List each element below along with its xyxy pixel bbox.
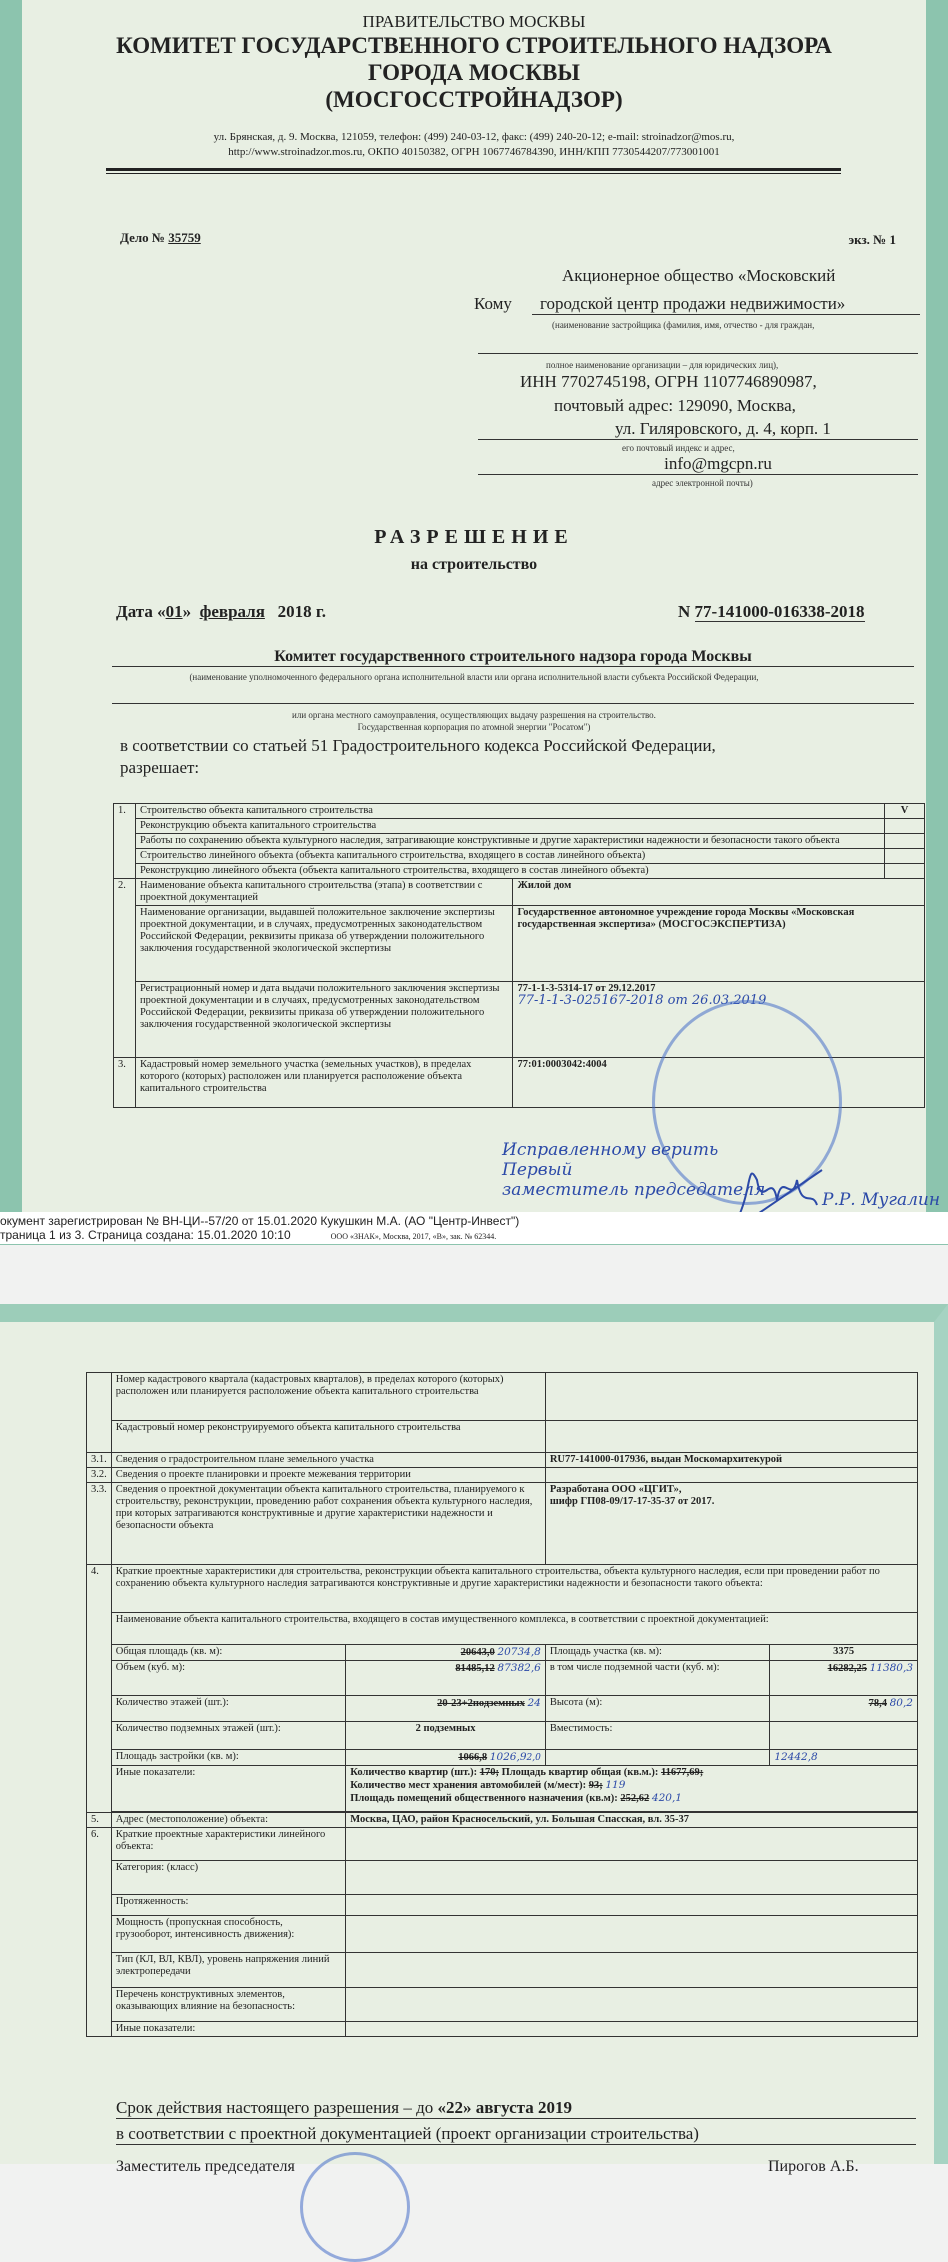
table-cell: 16282,25 11380,3 [770,1661,918,1696]
table-cell: Наименование объекта капитального строительства (этапа) в соответствии с проектной документацией [135,879,512,906]
validity-period: Срок действия настоящего разрешения – до «22» августа 2019 [116,2098,916,2119]
header-committee-city: ГОРОДА МОСКВЫ [368,60,580,85]
table-cell: Сведения о проекте планировки и проекте межевания территории [111,1468,545,1483]
table-cell: Общая площадь (кв. м): [111,1645,346,1661]
table-row [114,906,925,982]
signer-name: Пирогов А.Б. [768,2158,859,2175]
table-row [87,1453,918,1468]
table-cell [346,1895,918,1916]
document-subtitle: на строительство [410,556,538,573]
signature-note: Исправленному верить Первый заместитель председателя [502,1140,766,1200]
table-cell: 77:01:0003042:4004 [513,1058,925,1108]
table-cell: Краткие проектные характеристики для строительства, реконструкции объекта капитального строительства, объекта культурного наследия, если при проведении работ по сохранению объекта культурного наследия затрагиваются конструктивные и другие характеристики надежности и безопасности такого объекта: [111,1565,917,1613]
table-cell: Кадастровый номер земельного участка (земельных участков), в пределах которого (которых) расположен или планируется расположение объекта капитального строительства [135,1058,512,1108]
table-cell: 3.3. [87,1483,112,1565]
recipient-caption3: его почтовый индекс и адрес, [622,443,735,453]
table-cell: Кадастровый номер реконструируемого объекта капитального строительства [111,1421,545,1453]
recipient-inn: ИНН 7702745198, ОГРН 1107746890987, [520,372,817,391]
signer-title: Заместитель председателя [116,2158,295,2175]
table-cell: Наименование объекта капитального строительства, входящего в состав имущественного комплекса, в соответствии с проектной документацией: [111,1613,917,1645]
table-cell [346,2022,918,2037]
table-cell: Иные показатели: [111,2022,346,2037]
table-row [87,1750,918,1766]
table-cell: Краткие проектные характеристики линейного объекта: [111,1828,346,1861]
table-cell [770,1722,918,1750]
table-cell [545,1373,917,1421]
recipient-line2: городской центр продажи недвижимости» [532,294,920,315]
table-cell: Работы по сохранению объекта культурного наследия, затрагивающие конструктивные и другие характеристики надежности и безопасности такого объекта [135,834,884,849]
table-cell: Сведения о проектной документации объекта капитального строительства, планируемого к строительству, реконструкции, проведению работ сохранения объекта культурного наследия, при которых затрагиваются конструктивные и другие характеристики надежности и безопасности объекта [111,1483,545,1565]
table-cell: 2. [114,879,136,1058]
case-number: Дело № 35759 [120,230,201,245]
table-cell: Количество квартир (шт.): 170; Площадь квартир общая (кв.м.): 11677,69; Количество мест хранения автомобилей (м/мест): 93; 119 Площадь помещений общественного назначения (кв.м): 252,62 420,1 [346,1766,918,1812]
table-row [87,1661,918,1696]
table-cell: Государственное автономное учреждение города Москвы «Московская государственная экспертиза» (МОСГОСЭКСПЕРТИЗА) [513,906,925,982]
table-cell [346,1916,918,1953]
table-cell [885,834,925,849]
table-cell: Количество подземных этажей (шт.): [111,1722,346,1750]
validity-basis: в соответствии с проектной документацией (проект организации строительства) [116,2124,916,2145]
issuer-name: Комитет государственного строительного надзора города Москвы [112,648,914,667]
table-row [87,1373,918,1421]
permit-page-2 [0,1304,948,2175]
issuer-caption3: Государственная корпорация по атомной энергии "Росатом") [357,722,591,732]
table-cell: Площадь застройки (кв. м): [111,1750,346,1766]
table-cell [346,1988,918,2022]
header-committee: КОМИТЕТ ГОСУДАРСТВЕННОГО СТРОИТЕЛЬНОГО НАДЗОРА [116,33,832,58]
table-cell: Реконструкцию линейного объекта (объекта капитального строительства, входящего в состав линейного объекта) [135,864,884,879]
table-row [87,2022,918,2037]
table-row [114,849,925,864]
table-row [87,1916,918,1953]
table-cell [545,1750,769,1766]
table-cell [545,1468,917,1483]
table-cell: Номер кадастрового квартала (кадастровых кварталов), в пределах которого (которых) расположен или планируется расположение объекта капитального строительства [111,1373,545,1421]
table-row [114,834,925,849]
table-cell: Строительство объекта капитального строительства [135,804,884,819]
registration-note: окумент зарегистрирован № ВН-ЦИ--57/20 от 15.01.2020 Кукушкин М.А. (АО "Центр-Инвест") [0,1214,520,1228]
header-committee-abbr: (МОСГОССТРОЙНАДЗОР) [325,87,623,112]
table-cell: 12442,8 [770,1750,918,1766]
recipient-blank-line [478,340,918,354]
table-cell: 81485,12 87382,6 [346,1661,546,1696]
table-cell: Перечень конструктивных элементов, оказывающих влияние на безопасность: [111,1988,346,2022]
table-cell: Вместимость: [545,1722,769,1750]
table-row [114,879,925,906]
table-cell: 3. [114,1058,136,1108]
table-cell: 77-1-1-3-5314-17 от 29.12.2017 77-1-1-3-025167-2018 от 26.03.2019 [513,982,925,1058]
signature-name: Р.Р. Мугалин [822,1190,941,1210]
table-cell: Москва, ЦАО, район Красносельский, ул. Большая Спасская, вл. 35-37 [346,1813,918,1828]
recipient-email: info@mgcpn.ru [478,454,918,475]
recipient-label: Кому [474,294,512,313]
table-cell: Адрес (местоположение) объекта: [111,1813,346,1828]
table-cell [545,1421,917,1453]
table-cell: 3.1. [87,1453,112,1468]
recipient-street: ул. Гиляровского, д. 4, корп. 1 [478,419,918,440]
copy-number: экз. № 1 [848,232,896,247]
table-cell: Тип (КЛ, ВЛ, КВЛ), уровень напряжения линий электропередачи [111,1953,346,1988]
legal-basis: в соответствии со статьей 51 Градостроительного кодекса Российской Федерации, [120,736,716,755]
table-cell [885,849,925,864]
issue-date: Дата «01» февраля 2018 г. [116,602,326,621]
table-cell: Наименование организации, выдавшей положительное заключение экспертизы проектной документации, и в случаях, предусмотренных законодательством Российской Федерации, реквизиты приказа об утверждении положительного заключения государственной экологической экспертизы [135,906,512,982]
table-cell: Реконструкцию объекта капитального строительства [135,819,884,834]
table-row [87,1953,918,1988]
issuer-caption2: или органа местного самоуправления, осуществляющих выдачу разрешения на строительство. [292,710,656,720]
table-row [114,864,925,879]
header-requisites: http://www.stroinadzor.mos.ru, ОКПО 40150382, ОГРН 1067746784390, ИНН/КПП 7730544207/773001001 [228,146,720,158]
table-cell [346,1953,918,1988]
table-cell: 3375 [770,1645,918,1661]
table-cell: 5. [87,1813,112,1828]
table-cell: Сведения о градостроительном плане земельного участка [111,1453,545,1468]
table-cell [87,1373,112,1453]
table-row [87,1861,918,1895]
permit-table-2 [86,1372,918,2037]
table-cell: Регистрационный номер и дата выдачи положительного заключения экспертизы проектной документации и в случаях, предусмотренных законодательством Российской Федерации, реквизиты приказа об утверждении положительного заключения государственной экологической экспертизы [135,982,512,1058]
table-cell [346,1861,918,1895]
page-info: траница 1 из 3. Страница создана: 15.01.2020 10:10 [0,1228,291,1242]
table-cell: 78,4 80,2 [770,1696,918,1722]
table-cell: RU77-141000-017936, выдан Москомархитекурой [545,1453,917,1468]
table-cell: Объем (куб. м): [111,1661,346,1696]
recipient-line1: Акционерное общество «Московский [562,266,836,285]
table-row [87,1766,918,1812]
official-stamp-2 [300,2152,410,2262]
table-cell: в том числе подземной части (куб. м): [545,1661,769,1696]
table-row [114,819,925,834]
checkbox-mark: V [885,804,925,819]
issuer-caption: (наименование уполномоченного федерального органа исполнительной власти или органа исполнительной власти субъекта Российской Федерации, [189,672,759,682]
table-cell: Жилой дом [513,879,925,906]
recipient-caption: (наименование застройщика (фамилия, имя, отчество - для граждан, [552,320,815,330]
table-cell: 2 подземных [346,1722,546,1750]
document-footer [0,1212,948,1244]
header-government: ПРАВИТЕЛЬСТВО МОСКВЫ [362,12,586,31]
table-row [87,1421,918,1453]
table-cell: Строительство линейного объекта (объекта капитального строительства, входящего в состав линейного объекта) [135,849,884,864]
document-title: РАЗРЕШЕНИЕ [374,526,574,548]
table-cell: Высота (м): [545,1696,769,1722]
table-row [87,1696,918,1722]
table-cell [885,819,925,834]
table-cell: Разработана ООО «ЦГИТ», шифр ГП08-09/17-17-35-37 от 2017. [545,1483,917,1565]
table-row [87,1613,918,1645]
table-cell: 1066,8 1026,92,0 [346,1750,546,1766]
table-cell: 1. [114,804,136,879]
table-row [87,1645,918,1661]
header-address: ул. Брянская, д. 9. Москва, 121059, телефон: (499) 240-03-12, факс: (499) 240-20-12; e-mail: stroinadzor@mos.ru, [213,131,735,143]
recipient-caption2: полное наименование организации – для юридических лиц), [546,360,779,370]
table-row [87,1813,918,1828]
table-cell: 3.2. [87,1468,112,1483]
table-row [114,804,925,819]
table-cell: Иные показатели: [111,1766,346,1812]
handwritten-correction: 77-1-1-3-025167-2018 от 26.03.2019 [517,993,767,1008]
table-cell: Площадь участка (кв. м): [545,1645,769,1661]
table-cell: 6. [87,1828,112,2037]
table-row [87,1468,918,1483]
table-cell: Категория: (класс) [111,1861,346,1895]
table-cell: 20643,0 20734,8 [346,1645,546,1661]
table-row [87,1483,918,1565]
table-cell: 4. [87,1565,112,1813]
table-cell: Протяженность: [111,1895,346,1916]
recipient-caption4: адрес электронной почты) [652,478,753,488]
table-row [87,1828,918,1861]
table-cell: Мощность (пропускная способность, грузооборот, интенсивность движения): [111,1916,346,1953]
header-rule [106,168,841,174]
recipient-postal: почтовый адрес: 129090, Москва, [554,396,796,415]
printer-note: ООО «ЗНАК», Москва, 2017, «В», зак. № 62344. [330,1232,497,1241]
table-row [87,1565,918,1613]
table-cell [346,1828,918,1861]
table-row [87,1722,918,1750]
table-cell: Количество этажей (шт.): [111,1696,346,1722]
table-cell: 20-23+2подземных 24 [346,1696,546,1722]
table-cell [885,864,925,879]
issuer-blank-line [112,690,914,704]
table-row [87,1988,918,2022]
permit-number: N 77-141000-016338-2018 [678,602,865,621]
permits-label: разрешает: [120,758,200,777]
table-row [87,1895,918,1916]
